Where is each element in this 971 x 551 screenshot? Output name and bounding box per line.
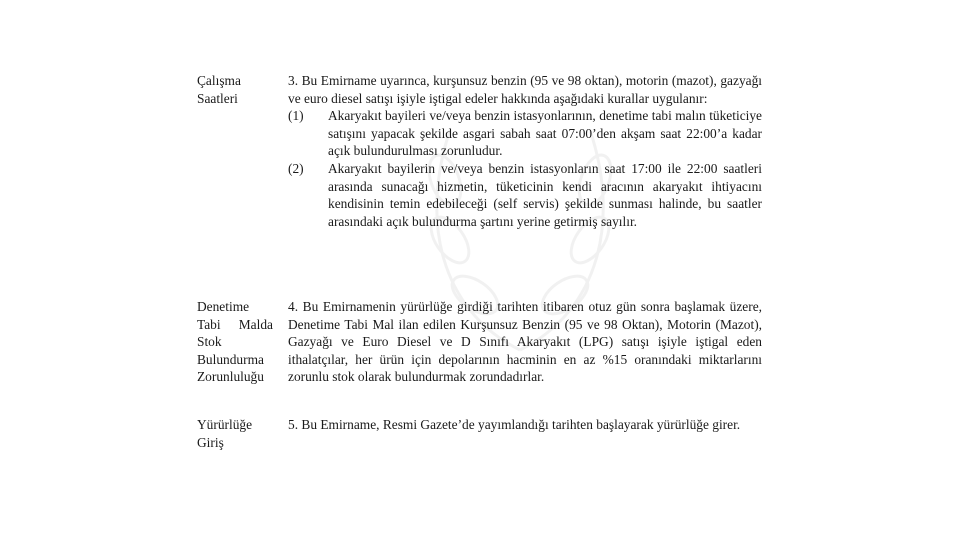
section-body: [288, 298, 762, 386]
label-line: Bulundurma: [197, 351, 264, 367]
item-text: Akaryakıt bayilerin ve/veya benzin istasyonların saat 17:00 ile 22:00 saatleri arasında sunacağı hizmetin, tüketicinin kendi aracının akaryakıt ihtiyacını kendisinin temin edebileceği (self servis) şekilde sunması halinde, bu saatler arasındaki açık bulundurma şartını yerine getirmiş sayılır.: [328, 160, 762, 229]
label-line: Çalışma: [197, 73, 241, 88]
section-body: [288, 416, 762, 434]
section-label: [197, 416, 273, 451]
item-number: (2): [288, 160, 304, 176]
article-intro: 3. Bu Emirname uyarınca, kurşunsuz benzin (95 ve 98 oktan), motorin (mazot), gazyağı ve euro diesel satışı işiyle iştigal edeler hakkında aşağıdaki kurallar uygulanır:: [288, 73, 762, 106]
section-label: [197, 72, 273, 107]
label-line: Tabi Malda: [197, 316, 273, 332]
label-line: Stok: [197, 334, 222, 350]
article-text: 5. Bu Emirname, Resmi Gazete’de yayımlandığı tarihten başlayarak yürürlüğe girer.: [288, 417, 741, 432]
list-item: [288, 107, 762, 160]
section-body: [288, 72, 762, 230]
label-line: Denetime: [197, 299, 250, 314]
section-label: [197, 298, 273, 386]
label-line: Zorunluluğu: [197, 369, 264, 385]
label-line: Giriş: [197, 434, 224, 450]
item-number: (1): [288, 108, 304, 124]
label-line: Saatleri: [197, 90, 238, 106]
list-item: [288, 160, 762, 230]
label-line: Yürürlüğe: [197, 417, 253, 432]
item-text: Akaryakıt bayileri ve/veya benzin istasyonlarının, denetime tabi malın tüketiciye satışını yapacak şekilde asgari sabah saat 07:00’den akşam saat 22:00’a kadar açık bulundurulması zorunludur.: [328, 108, 762, 159]
article-text: 4. Bu Emirnamenin yürürlüğe girdiği tarihten itibaren otuz gün sonra başlamak üzere, Denetime Tabi Mal ilan edilen Kurşunsuz Benzin (95 ve 98 Oktan), Motorin (Mazot), Gazyağı ve Euro Diesel ve D Sınıfı Akaryakıt (LPG) satışı işiyle iştigal eden ithalatçılar, her ürün için depolarının hacminin en az %15 oranındaki miktarlarını zorunlu stok olarak bulundurmak zorundadırlar.: [288, 299, 762, 385]
